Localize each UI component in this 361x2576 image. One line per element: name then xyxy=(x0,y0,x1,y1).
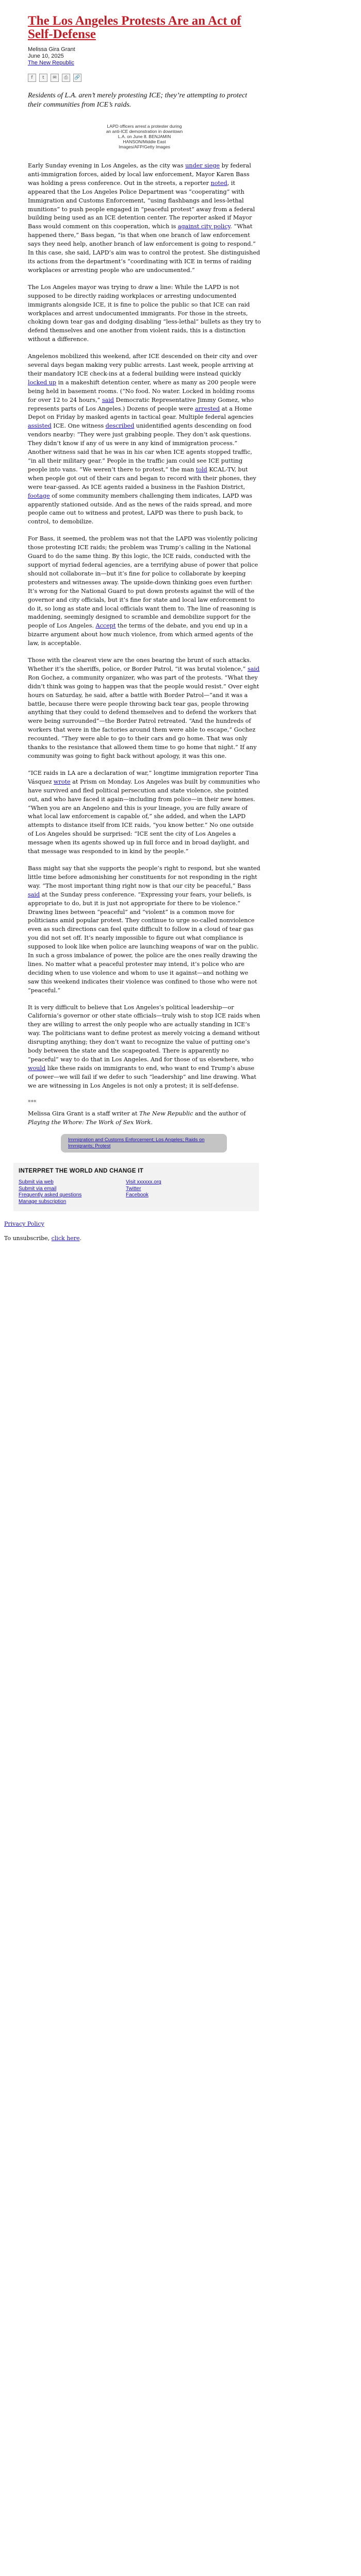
interpret-links-right xyxy=(126,1179,224,1205)
unsubscribe-end: . xyxy=(79,1235,82,1242)
image-caption: LAPD officers arrest a protester during an anti-ICE demonstration in downtown L.A. on June 8. BENJAMIN HANSON/Middle East Images/AFP/Getty Images xyxy=(106,124,183,149)
paragraph-text: KCAL-TV, but when people got out of their cars and began to record with their phones, they were tear-gassed. As ICE agents raided a business in the Fashion District, xyxy=(28,466,256,490)
author-name: Melissa Gira Grant xyxy=(28,46,75,53)
paragraph-text: at Prism on Monday. Los Angeles was built by communities who have survived and fled political persecution and state violence, she pointed out, and who have faced it again—including from police—in their new homes. “When you are an Angeleno and this is your lineage, you are fully aware of what local law enforcement is capable of,” she added, and when the LAPD attempts to distance itself from ICE raids, “you know better.” No one outside of Los Angeles should be surprised: “ICE sent the city of Los Angeles a message when its agents showed up in full force and in broad daylight, and that message was responded to in kind by the people.” xyxy=(28,778,260,855)
email-icon[interactable]: ✉ xyxy=(51,74,59,82)
paragraph-text: unidentified agents descending on food vendors nearby: “They were just grabbing people. They don’t ask questions. They didn’t know if any of us were in any kind of immigration process.” Another witness said that he was in his car when ICE agents stopped traffic, “in all their military gear.” People in the traffic jam could see ICE putting people into vans. “We weren’t there to protest,” the man xyxy=(28,422,252,473)
privacy-policy-link[interactable]: Privacy Policy xyxy=(4,1221,44,1228)
inline-link[interactable]: said xyxy=(102,396,114,403)
twitter-link[interactable]: Twitter xyxy=(126,1185,141,1192)
interpret-links-left xyxy=(19,1179,117,1205)
inline-link[interactable]: would xyxy=(28,1064,46,1072)
publication-link[interactable]: The New Republic xyxy=(28,60,74,66)
paragraph-text: . “What happened there,” Bass began, “is that when one branch of law enforcement says they need help, another branch of law enforcement is going to respond.” In this case, she said, LAPD’s aim was to control the protest. She distinguished its actions from the department’s “coordinating with ICE in terms of raiding workplaces or arresting people who are undocumented.” xyxy=(28,223,260,274)
inline-link[interactable]: said xyxy=(247,665,260,672)
facebook-link[interactable]: Facebook xyxy=(126,1192,149,1198)
byline xyxy=(28,46,261,66)
paragraph-text: Those with the clearest view are the ones bearing the brunt of such attacks. Whether it’s the sheriffs, police, or Border Patrol, “it was brutal violence,” xyxy=(28,657,252,672)
paragraph-text: ICE. One witness xyxy=(51,422,106,430)
paragraph-text: The Los Angeles mayor was trying to draw a line: While the LAPD is not supposed to be directly raiding workplaces or arresting undocumented immigrants alongside ICE, it is fine to police the public so that ICE can raid workplaces and arrest undocumented immigrants. For those in the streets, choking down tear gas and dodging disabling “less-lethal” bullets as they try to defend themselves and one another from violent raids, this is a distinction without a difference. xyxy=(28,283,261,343)
article-paragraph xyxy=(28,769,261,856)
paragraph-text: Ron Gochez, a community organizer, who was part of the protests. “What they didn’t think was going to happen was that the people would resist.” Over eight hours on Saturday, he said, after a battle with Border Patrol—“and it was a battle, because there were people throwing back tear gas, people throwing anything that they could to defend themselves and to defend the workers that were being surrounded”—the Border Patrol retreated. “And the hundreds of workers that were in the factories around them were able to escape,” Gochez recounted. “They were able to go to their cars and go home. That was only thanks to the resistance that allowed them time to go home that night.” If any community was going to fight back without apology, it was this one. xyxy=(28,674,259,759)
inline-link[interactable]: arrested xyxy=(195,405,220,412)
submit-web-link[interactable]: Submit via web xyxy=(19,1179,54,1185)
unsubscribe-text: To unsubscribe, xyxy=(4,1235,52,1242)
paragraph-text: For Bass, it seemed, the problem was not that the LAPD was violently policing those protesting ICE raids; the problem was Trump’s calling in the National Guard to do the same thing. By this logic, the ICE raids, conducted with the support of myriad federal agencies, are a terrifying abuse of power that police should not collaborate in—but it’s fine for police to collaborate by keeping protesters and witnesses away. The upside-down thinking goes even further: It’s wrong for the National Guard to put down protests against the will of the governor and city officials, but it’s fine for state and local law enforcement to do it, so long as state and local officials want them to. The line of reasoning is maddening, seemingly designed to scramble and demobilize support for the people of Los Angeles. xyxy=(28,535,258,630)
inline-link[interactable]: described xyxy=(105,422,135,430)
article-paragraph xyxy=(28,1004,261,1091)
paragraph-text: the terms of the debate, and you end up in a bizarre argument about how much violence, from which armed agents of the law, is acceptable. xyxy=(28,622,253,647)
article-paragraph xyxy=(28,656,261,761)
inline-link[interactable]: said xyxy=(28,891,40,898)
inline-link[interactable]: footage xyxy=(28,492,50,499)
article-paragraph xyxy=(28,535,261,648)
paragraph-text: at a Home Depot on Friday by masked agents in tactical gear. Multiple federal agencies xyxy=(28,405,254,421)
topic-tags-link[interactable]: Immigration and Customs Enforcement; Los Angeles; Raids on Immigrants; Protest xyxy=(61,1134,227,1153)
paragraph-text: Early Sunday evening in Los Angeles, as the city was xyxy=(28,162,186,169)
bio-text-end: . xyxy=(151,1118,153,1126)
interpret-panel xyxy=(13,1163,259,1211)
paragraph-text: like these raids on immigrants to end, who want to end Trump’s abuse of power—we will fail if we defer to such “leadership” and line drawing. What we are witnessing in Los Angeles is not only a protest; it is self-defense. xyxy=(28,1064,256,1089)
inline-link[interactable]: noted xyxy=(210,179,227,187)
unsubscribe-link[interactable]: click here xyxy=(51,1235,80,1242)
visit-site-link[interactable]: Visit xxxxxx.org xyxy=(126,1179,161,1185)
unsubscribe-line xyxy=(4,1235,361,1242)
inline-link[interactable]: against city policy xyxy=(177,223,231,230)
article-paragraph xyxy=(28,283,261,344)
article-image xyxy=(108,117,180,122)
link-icon[interactable]: 🔗 xyxy=(73,74,81,82)
footer xyxy=(4,1221,361,1242)
newsletter-page xyxy=(0,0,361,1242)
article-paragraph xyxy=(28,352,261,527)
article xyxy=(28,0,261,1153)
publish-date: June 10, 2025 xyxy=(28,53,64,59)
paragraph-text: by federal anti-immigration forces, aided by local law enforcement, Mayor Karen Bass was holding a press conference. Out in the streets, a reporter xyxy=(28,162,251,187)
article-paragraph xyxy=(28,162,261,275)
article-body xyxy=(28,162,261,1091)
paragraph-text: , it appeared that the Los Angeles Police Department was “cooperating” with Immigration and Customs Enforcement, “using flashbangs and less-lethal munitions” to push people engaged in “peaceful protest” away from a federal building being used as an ICE detention center. The reporter asked if Mayor Bass would comment on this cooperation, which is xyxy=(28,179,255,230)
author-bio xyxy=(28,1110,261,1127)
paragraph-text: of some community members challenging them indicates, LAPD was apparently stationed outside. And as the news of the raids spread, and more people came out to witness and protest, LAPD was there to push back, to control, to demobilize. xyxy=(28,492,252,526)
paragraph-text: “ICE raids in LA are a declaration of war,” longtime immigration reporter Tina Vásquez xyxy=(28,769,258,785)
inline-link[interactable]: Accept xyxy=(95,622,116,630)
article-paragraph xyxy=(28,865,261,995)
section-separator: *** xyxy=(28,1098,37,1106)
bio-text-mid: and the author of xyxy=(193,1110,246,1117)
article-title[interactable]: The Los Angeles Protests Are an Act of Self-Defense xyxy=(28,14,241,41)
bio-publication: The New Republic xyxy=(139,1110,193,1117)
paragraph-text: Angelenos mobilized this weekend, after ICE descended on their city and over several days began making very public arrests. Last week, people arriving at their mandatory ICE check-ins at a federal building were instead quickly xyxy=(28,353,258,377)
paragraph-text: It is very difficult to believe that Los Angeles’s political leadership—or California’s governor or other state officials—truly wish to stop ICE raids when they are willing to arrest the only people who are actually standing in ICE’s way. The politicians want to define protest as merely voicing a demand without disrupting anything; they don’t want to recognize the value of putting one’s body between the state and the scapegoated. There is apparently no “peaceful” way to do that in Los Angeles. And for those of us elsewhere, who xyxy=(28,1004,260,1063)
inline-link[interactable]: locked up xyxy=(28,379,57,386)
print-icon[interactable]: ⎙ xyxy=(62,74,70,82)
paragraph-text: in a makeshift detention center, where as many as 200 people were being held in basement rooms. (“No food. No water. Locked in holding rooms for over 12 to 24 hours,” xyxy=(28,379,256,403)
interpret-heading: INTERPRET THE WORLD AND CHANGE IT xyxy=(19,1168,144,1175)
inline-link[interactable]: under siege xyxy=(185,162,220,169)
inline-link[interactable]: assisted xyxy=(28,422,52,430)
manage-subscription-link[interactable]: Manage subscription xyxy=(19,1198,67,1205)
article-figure xyxy=(28,114,261,149)
facebook-icon[interactable]: f xyxy=(28,74,36,82)
submit-email-link[interactable]: Submit via email xyxy=(19,1185,57,1192)
faq-link[interactable]: Frequently asked questions xyxy=(19,1192,82,1198)
inline-link[interactable]: wrote xyxy=(53,778,71,785)
twitter-icon[interactable]: t xyxy=(39,74,47,82)
inline-link[interactable]: told xyxy=(195,466,207,473)
paragraph-text: at the Sunday press conference. “Expressing your fears, your beliefs, is appropriate to do, but it is just not appropriate for there to be violence.” Drawing lines between “peaceful” and “violent” is a common move for politicians amid popular protest. They continue to urge so-called nonviolence even as such directions can feel quite difficult to follow in a cloud of tear gas you did not set off. It’s nearly impossible to figure out what compliance is supposed to look like when police are launching weapons of war on the public. In such a gross imbalance of power, the police are the ones really drawing the lines. No matter what a peaceful protester may intend, it’s police who are deciding when to use violence and whom to use it against—and nothing we saw this weekend indicates their violence was confined to those who were not “peaceful.” xyxy=(28,891,259,994)
share-icons-row xyxy=(28,74,261,82)
paragraph-text: Democratic Representative Jimmy Gomez, who represents parts of Los Angeles.) Dozens of people were xyxy=(28,396,254,412)
paragraph-text: Bass might say that she supports the people’s right to respond, but she wanted little time before admonishing her constituents for not responding in the right way. “The most important thing right now is that our city be peaceful,” Bass xyxy=(28,865,260,889)
bio-book-title: Playing the Whore: The Work of Sex Work xyxy=(28,1118,151,1126)
bio-text: Melissa Gira Grant is a staff writer at xyxy=(28,1110,139,1117)
article-subhead: Residents of L.A. aren’t merely protesting ICE; they’re attempting to protect their communities from ICE’s raids. xyxy=(28,92,248,109)
interpret-links xyxy=(19,1179,254,1205)
